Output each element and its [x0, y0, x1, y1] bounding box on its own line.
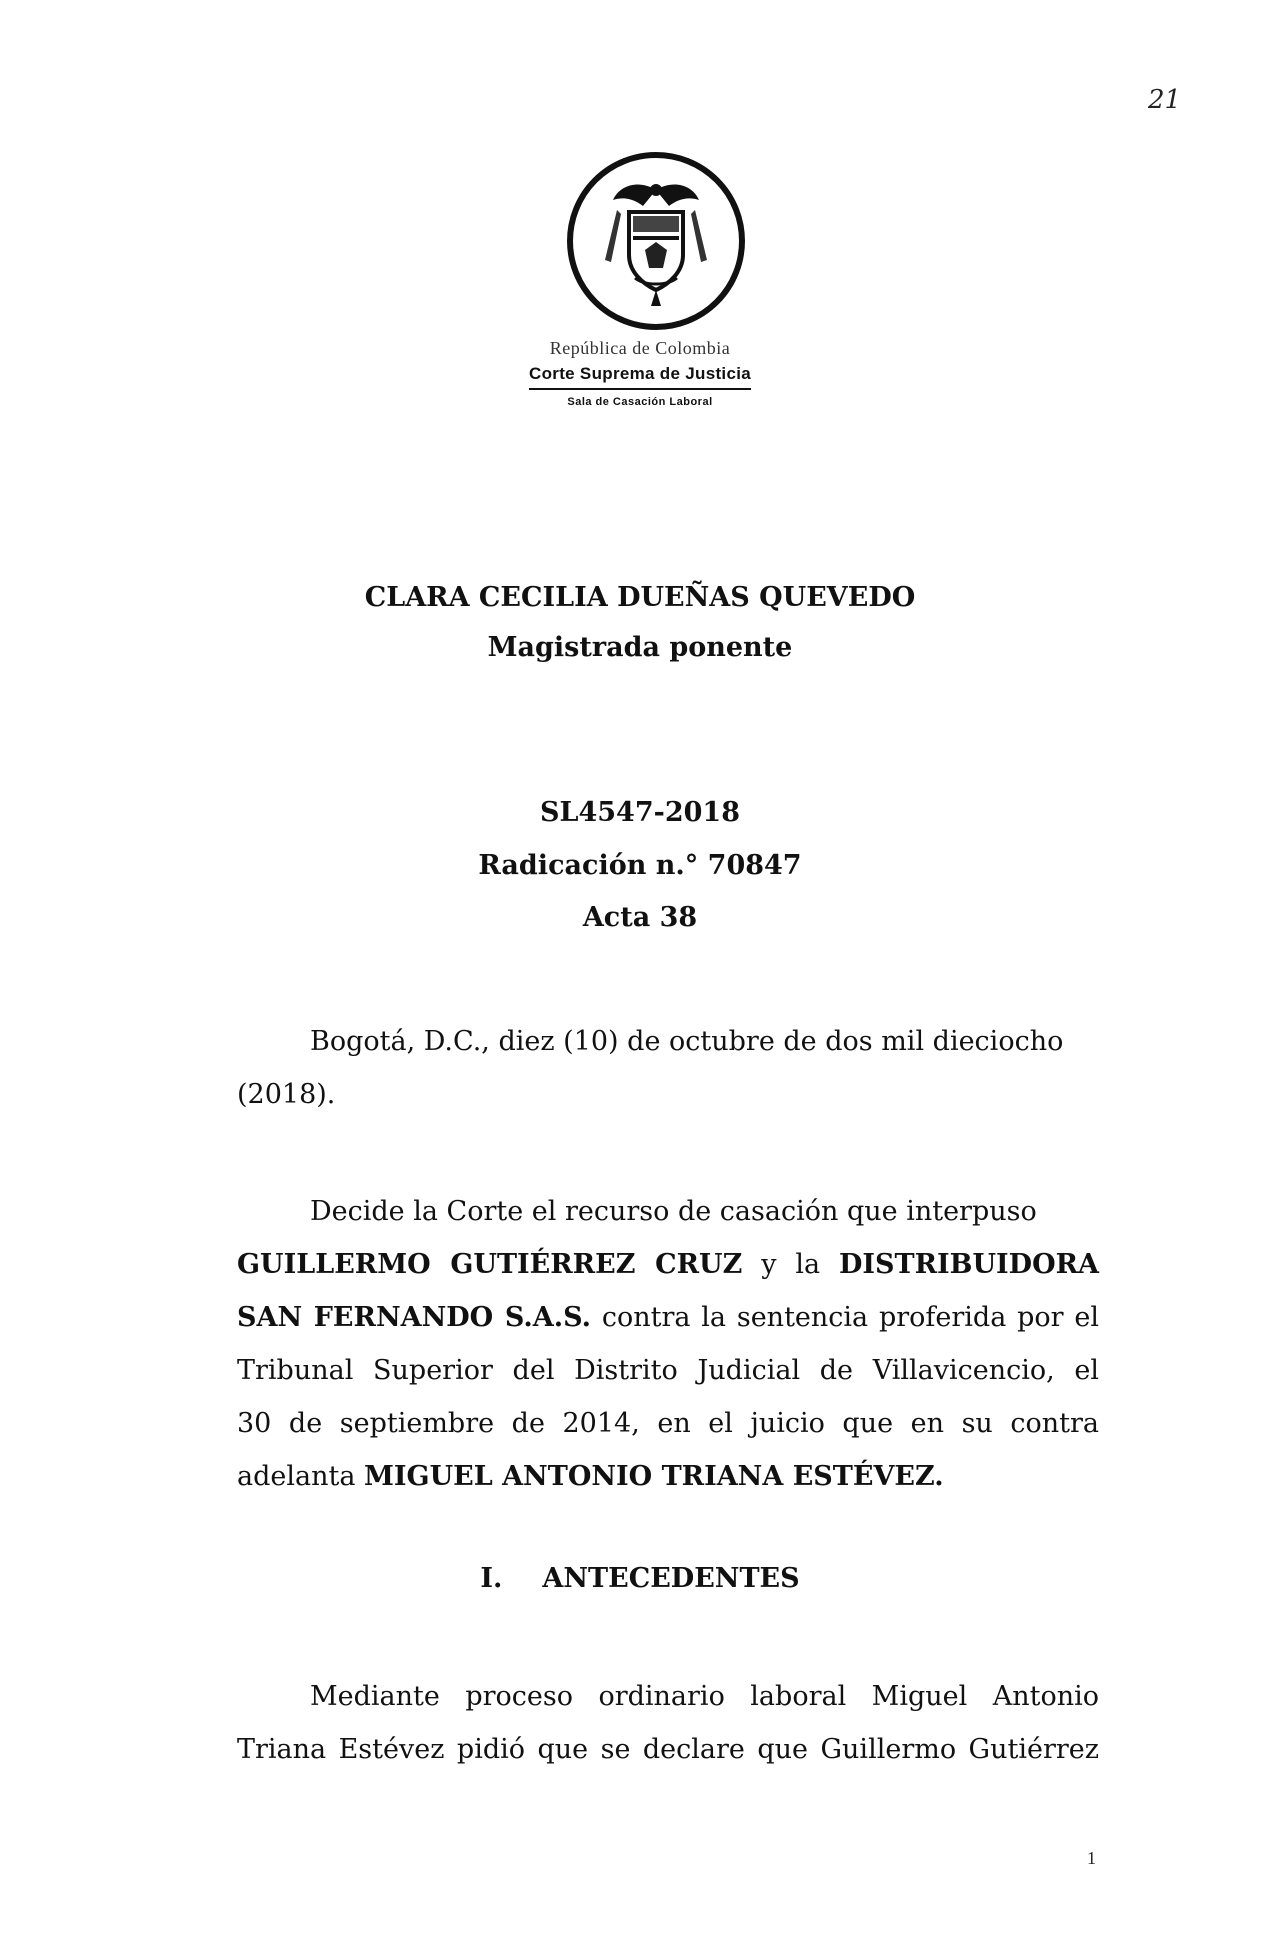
magistrate-role: Magistrada ponente [487, 632, 793, 663]
date-line-1: Bogotá, D.C., diez (10) de octubre de dos mil dieciocho [310, 1026, 1064, 1057]
decision-line-4: Tribunal Superior del Distrito Judicial de Villavicencio, el [237, 1355, 1099, 1386]
section-number: I. [480, 1563, 503, 1594]
decision-line-2: GUILLERMO GUTIÉRREZ CRUZ y la DISTRIBUIDORA [237, 1249, 1100, 1280]
antecedentes-line-1: Mediante proceso ordinario laboral Miguel Antonio [310, 1681, 1099, 1712]
chamber-label: Sala de Casación Laboral [567, 396, 713, 408]
appellant-name: GUILLERMO GUTIÉRREZ CRUZ [237, 1249, 743, 1280]
section-title: ANTECEDENTES [542, 1563, 800, 1594]
decision-line-1: Decide la Corte el recurso de casación que interpuso [310, 1196, 1037, 1227]
magistrate-name: CLARA CECILIA DUEÑAS QUEVEDO [364, 582, 916, 613]
date-paragraph [237, 1015, 1099, 1121]
case-radicacion: Radicación n.° 70847 [478, 850, 802, 881]
page-number: 1 [1087, 1848, 1096, 1868]
antecedentes-paragraph [237, 1670, 1099, 1776]
decision-line-3: SAN FERNANDO S.A.S. contra la sentencia proferida por el [237, 1302, 1099, 1333]
republic-label: República de Colombia [549, 338, 731, 358]
appellant-company: DISTRIBUIDORA [838, 1249, 1100, 1280]
appellant-company-cont: SAN FERNANDO S.A.S. [237, 1302, 592, 1333]
case-acta: Acta 38 [582, 902, 698, 933]
decision-line-6: adelanta MIGUEL ANTONIO TRIANA ESTÉVEZ. [237, 1461, 944, 1492]
antecedentes-line-2: Triana Estévez pidió que se declare que Guillermo Gutiérrez [237, 1734, 1099, 1765]
court-label: Corte Suprema de Justicia [529, 364, 751, 390]
date-line-2: (2018). [237, 1079, 336, 1110]
decision-paragraph [237, 1185, 1099, 1503]
colombia-coat-of-arms-seal [565, 150, 747, 332]
case-code: SL4547-2018 [540, 797, 740, 828]
court-header [440, 338, 840, 408]
section-heading [0, 1563, 1280, 1594]
handwritten-page-mark: 21 [1148, 85, 1182, 115]
decision-line-5: 30 de septiembre de 2014, en el juicio que en su contra [237, 1408, 1099, 1439]
plaintiff-name: MIGUEL ANTONIO TRIANA ESTÉVEZ. [364, 1461, 944, 1492]
